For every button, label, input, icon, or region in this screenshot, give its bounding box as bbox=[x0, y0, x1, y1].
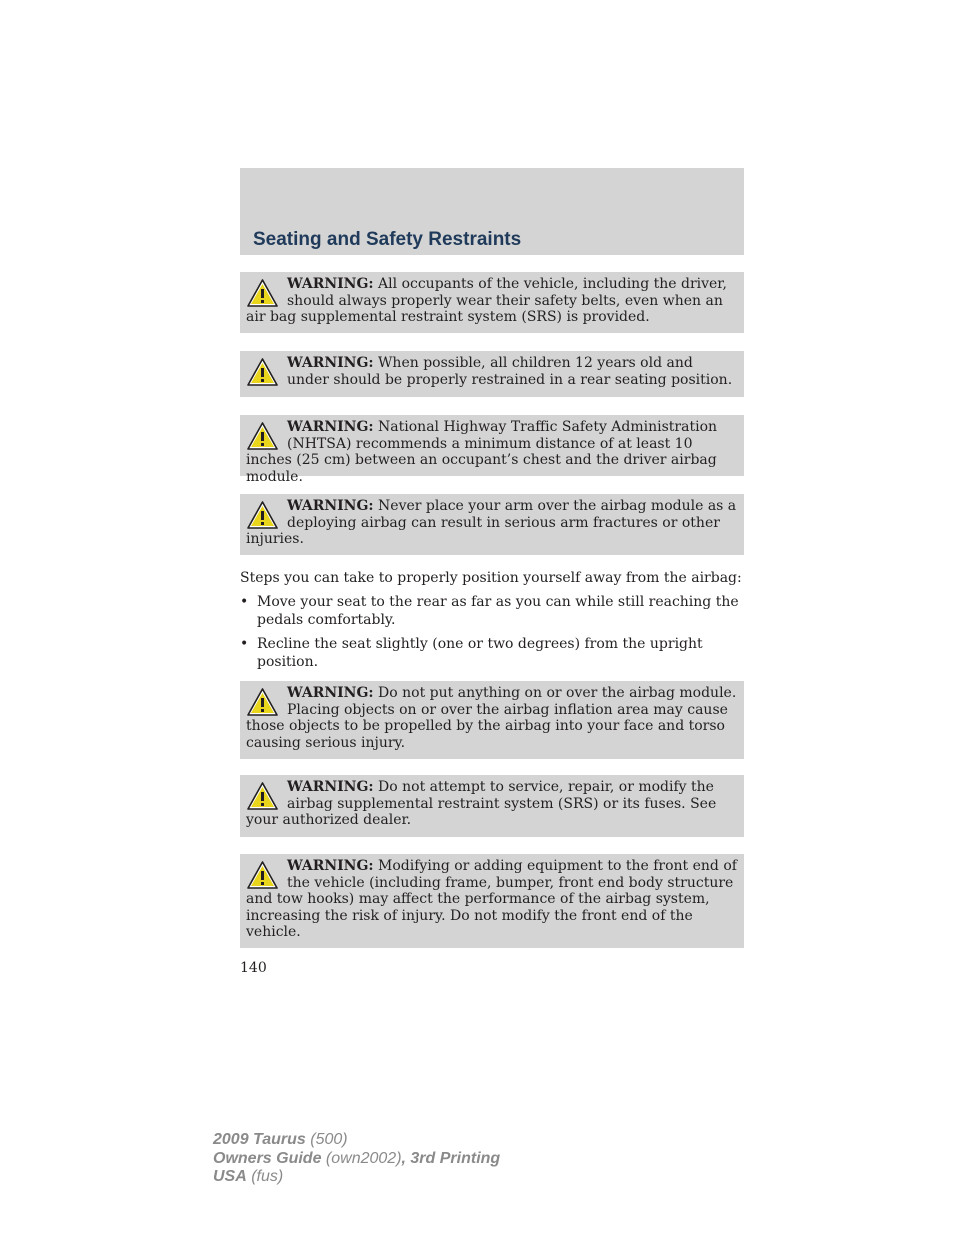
warning-text: National Highway Traffic Safety Administration (NHTSA) recommends a minimum distance of at least 10 inches (25 cm) between an occupant’s chest and the driver airbag module. bbox=[246, 419, 718, 485]
warning-box bbox=[240, 272, 744, 333]
list-item bbox=[240, 594, 744, 629]
footer-imprint bbox=[213, 1131, 500, 1187]
footer-line-model bbox=[213, 1131, 500, 1150]
page-number: 140 bbox=[240, 960, 267, 976]
warning-box bbox=[240, 415, 744, 485]
steps-intro: Steps you can take to properly position yourself away from the airbag: bbox=[240, 570, 742, 586]
warning-label: WARNING: bbox=[287, 858, 374, 874]
warning-label: WARNING: bbox=[287, 355, 374, 371]
footer-market-code: (fus) bbox=[246, 1168, 284, 1185]
warning-box bbox=[240, 494, 744, 555]
footer-line-market bbox=[213, 1168, 500, 1187]
footer-printing: , 3rd Printing bbox=[401, 1149, 501, 1167]
bullet-icon: • bbox=[240, 594, 249, 610]
warning-triangle-icon bbox=[246, 687, 279, 717]
footer-guide-code: (own2002) bbox=[321, 1149, 402, 1167]
footer-model-code: (500) bbox=[305, 1131, 348, 1148]
section-title: Seating and Safety Restraints bbox=[253, 229, 522, 250]
warning-triangle-icon bbox=[246, 500, 279, 530]
warning-label: WARNING: bbox=[287, 276, 374, 292]
warning-text: All occupants of the vehicle, including the driver, should always properly wear their safety belts, even when an air bag supplemental restraint system (SRS) is provided. bbox=[246, 276, 727, 325]
warning-text: Do not attempt to service, repair, or modify the airbag supplemental restraint system (SRS) or its fuses. See your authorized dealer. bbox=[246, 779, 717, 828]
warning-triangle-icon bbox=[246, 781, 279, 811]
footer-guide: Owners Guide bbox=[213, 1149, 322, 1167]
warning-label: WARNING: bbox=[287, 419, 374, 435]
warning-triangle-icon bbox=[246, 278, 279, 308]
warning-text: When possible, all children 12 years old and under should be properly restrained in a rear seating position. bbox=[287, 355, 733, 388]
list-item bbox=[240, 636, 744, 671]
footer-model: 2009 Taurus bbox=[213, 1131, 306, 1148]
section-header bbox=[240, 168, 744, 255]
warning-triangle-icon bbox=[246, 357, 279, 387]
warning-box bbox=[240, 854, 744, 948]
footer-market: USA bbox=[213, 1168, 247, 1185]
bullet-icon: • bbox=[240, 636, 249, 652]
warning-label: WARNING: bbox=[287, 498, 374, 514]
footer-line-guide bbox=[213, 1150, 500, 1169]
warning-text: Do not put anything on or over the airbag module. Placing objects on or over the airbag inflation area may cause those objects to be propelled by the airbag into your face and torso causing serious injury. bbox=[246, 685, 737, 751]
warning-text: Modifying or adding equipment to the front end of the vehicle (including frame, bumper, front end body structure and tow hooks) may affect the performance of the airbag system, increasing the risk of injury. Do not modify the front end of the vehicle. bbox=[246, 858, 737, 940]
warning-label: WARNING: bbox=[287, 779, 374, 795]
warning-triangle-icon bbox=[246, 860, 279, 890]
warning-triangle-icon bbox=[246, 421, 279, 451]
warning-box bbox=[240, 351, 744, 397]
list-item-text: Recline the seat slightly (one or two degrees) from the upright position. bbox=[257, 636, 703, 670]
warning-box bbox=[240, 681, 744, 759]
warning-label: WARNING: bbox=[287, 685, 374, 701]
warning-box bbox=[240, 775, 744, 837]
warning-text: Never place your arm over the airbag module as a deploying airbag can result in serious arm fractures or other injuries. bbox=[246, 498, 737, 547]
list-item-text: Move your seat to the rear as far as you can while still reaching the pedals comfortably. bbox=[257, 594, 739, 628]
